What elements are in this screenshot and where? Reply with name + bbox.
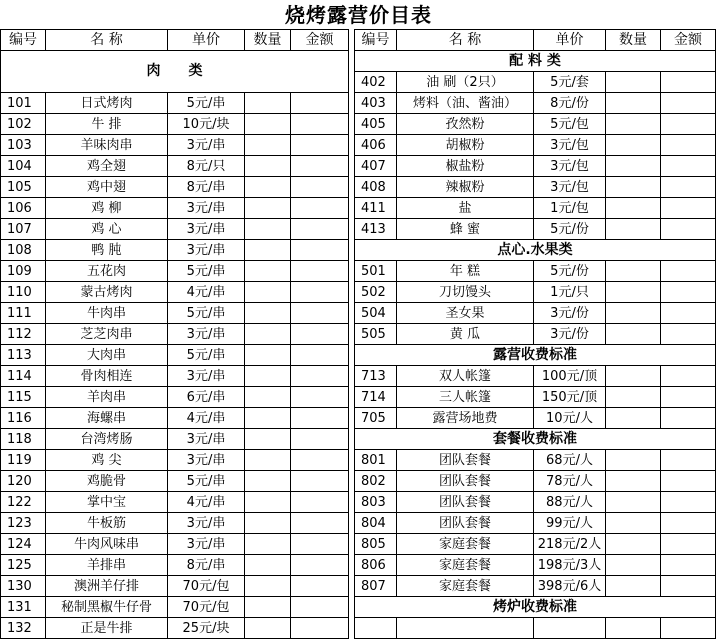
item-name: 团队套餐 — [397, 492, 534, 513]
item-code: 125 — [1, 555, 46, 576]
item-price: 3元/串 — [168, 366, 245, 387]
item-code: 104 — [1, 156, 46, 177]
table-row — [1, 618, 716, 639]
item-qty — [245, 408, 291, 429]
header-0: 编号 — [1, 30, 46, 51]
item-amount — [661, 366, 716, 387]
item-amount — [291, 597, 349, 618]
item-name: 秘制黑椒牛仔骨 — [46, 597, 168, 618]
item-qty — [245, 618, 291, 639]
item-price: 3元/串 — [168, 534, 245, 555]
item-amount — [661, 72, 716, 93]
item-qty — [606, 408, 661, 429]
item-code: 408 — [355, 177, 397, 198]
item-code: 131 — [1, 597, 46, 618]
item-qty — [606, 387, 661, 408]
item-name: 家庭套餐 — [397, 534, 534, 555]
item-code: 502 — [355, 282, 397, 303]
item-name: 日式烤肉 — [46, 93, 168, 114]
item-qty — [606, 324, 661, 345]
item-name: 辣椒粉 — [397, 177, 534, 198]
item-qty — [606, 471, 661, 492]
item-qty — [245, 156, 291, 177]
table-row — [1, 177, 716, 198]
table-row — [1, 324, 716, 345]
item-code: 114 — [1, 366, 46, 387]
item-name: 椒盐粉 — [397, 156, 534, 177]
item-name: 烤料（油、酱油） — [397, 93, 534, 114]
item-code: 105 — [1, 177, 46, 198]
item-price: 10元/块 — [168, 114, 245, 135]
item-amount — [291, 240, 349, 261]
item-name: 骨肉相连 — [46, 366, 168, 387]
section-title: 点心.水果类 — [355, 240, 716, 261]
item-price: 3元/串 — [168, 429, 245, 450]
item-qty — [606, 93, 661, 114]
item-amount — [661, 387, 716, 408]
section-title: 套餐收费标准 — [355, 429, 716, 450]
item-code: 103 — [1, 135, 46, 156]
table-row — [1, 555, 716, 576]
item-price: 3元/包 — [534, 177, 606, 198]
item-amount — [291, 366, 349, 387]
item-price: 3元/串 — [168, 324, 245, 345]
item-amount — [661, 219, 716, 240]
item-amount — [291, 618, 349, 639]
item-qty — [245, 492, 291, 513]
item-code: 413 — [355, 219, 397, 240]
section-title: 烤炉收费标准 — [355, 597, 716, 618]
item-amount — [291, 534, 349, 555]
table-row — [1, 597, 716, 618]
item-amount — [291, 429, 349, 450]
item-price: 5元/份 — [534, 219, 606, 240]
item-amount — [661, 450, 716, 471]
table-row — [1, 576, 716, 597]
item-qty — [245, 429, 291, 450]
item-price: 398元/6人 — [534, 576, 606, 597]
item-qty — [245, 345, 291, 366]
item-amount — [661, 177, 716, 198]
item-price: 3元/串 — [168, 219, 245, 240]
item-code: 807 — [355, 576, 397, 597]
item-name: 澳洲羊仔排 — [46, 576, 168, 597]
item-amount — [291, 156, 349, 177]
item-name: 羊排串 — [46, 555, 168, 576]
item-qty — [606, 282, 661, 303]
item-amount — [291, 450, 349, 471]
item-qty — [245, 366, 291, 387]
item-name: 羊味肉串 — [46, 135, 168, 156]
item-price: 5元/串 — [168, 345, 245, 366]
item-name: 五花肉 — [46, 261, 168, 282]
header-right-4: 金额 — [661, 30, 716, 51]
table-row — [1, 261, 716, 282]
item-qty — [606, 135, 661, 156]
item-code: 406 — [355, 135, 397, 156]
item-amount — [661, 513, 716, 534]
item-code: 112 — [1, 324, 46, 345]
item-qty — [606, 513, 661, 534]
item-amount — [661, 156, 716, 177]
item-code: 803 — [355, 492, 397, 513]
table-row — [1, 135, 716, 156]
item-price: 198元/3人 — [534, 555, 606, 576]
item-qty — [606, 366, 661, 387]
item-price: 3元/包 — [534, 156, 606, 177]
empty-cell — [606, 618, 661, 639]
item-amount — [291, 198, 349, 219]
item-amount — [661, 135, 716, 156]
item-price: 8元/串 — [168, 555, 245, 576]
item-price: 3元/串 — [168, 198, 245, 219]
item-name: 鸡 心 — [46, 219, 168, 240]
item-name: 正是牛排 — [46, 618, 168, 639]
item-name: 台湾烤肠 — [46, 429, 168, 450]
item-amount — [661, 492, 716, 513]
item-price: 1元/只 — [534, 282, 606, 303]
item-name: 大肉串 — [46, 345, 168, 366]
table-row — [1, 93, 716, 114]
item-code: 407 — [355, 156, 397, 177]
item-price: 5元/串 — [168, 303, 245, 324]
table-row — [1, 387, 716, 408]
item-price: 88元/人 — [534, 492, 606, 513]
item-amount — [291, 282, 349, 303]
table-row — [1, 534, 716, 555]
table-row — [1, 429, 716, 450]
item-qty — [606, 303, 661, 324]
item-code: 713 — [355, 366, 397, 387]
item-qty — [606, 114, 661, 135]
item-price: 68元/人 — [534, 450, 606, 471]
item-name: 家庭套餐 — [397, 555, 534, 576]
item-qty — [245, 576, 291, 597]
item-name: 孜然粉 — [397, 114, 534, 135]
item-qty — [606, 450, 661, 471]
item-qty — [245, 219, 291, 240]
table-row — [1, 345, 716, 366]
item-code: 505 — [355, 324, 397, 345]
item-name: 鸡 柳 — [46, 198, 168, 219]
item-code: 705 — [355, 408, 397, 429]
item-price: 4元/串 — [168, 408, 245, 429]
section-title: 配 料 类 — [355, 51, 716, 72]
table-row — [1, 219, 716, 240]
item-name: 鸡 尖 — [46, 450, 168, 471]
item-amount — [661, 471, 716, 492]
item-code: 801 — [355, 450, 397, 471]
item-amount — [661, 198, 716, 219]
item-name: 露营场地费 — [397, 408, 534, 429]
item-price: 3元/串 — [168, 450, 245, 471]
item-price: 100元/顶 — [534, 366, 606, 387]
item-name: 盐 — [397, 198, 534, 219]
item-name: 芝芝肉串 — [46, 324, 168, 345]
item-price: 5元/串 — [168, 261, 245, 282]
item-amount — [291, 513, 349, 534]
item-qty — [245, 135, 291, 156]
item-amount — [661, 261, 716, 282]
item-amount — [661, 282, 716, 303]
item-name: 牛肉风味串 — [46, 534, 168, 555]
item-amount — [291, 303, 349, 324]
item-amount — [291, 471, 349, 492]
item-price: 5元/包 — [534, 114, 606, 135]
header-right-3: 数量 — [606, 30, 661, 51]
item-price: 5元/份 — [534, 261, 606, 282]
item-qty — [245, 114, 291, 135]
table-row — [1, 366, 716, 387]
item-qty — [245, 261, 291, 282]
item-name: 羊肉串 — [46, 387, 168, 408]
item-name: 圣女果 — [397, 303, 534, 324]
item-code: 115 — [1, 387, 46, 408]
item-code: 116 — [1, 408, 46, 429]
item-amount — [291, 345, 349, 366]
header-2: 单价 — [168, 30, 245, 51]
item-qty — [606, 555, 661, 576]
item-amount — [291, 261, 349, 282]
header-4: 金额 — [291, 30, 349, 51]
item-amount — [661, 576, 716, 597]
item-code: 101 — [1, 93, 46, 114]
item-name: 年 糕 — [397, 261, 534, 282]
item-name: 牛肉串 — [46, 303, 168, 324]
table-row — [1, 471, 716, 492]
item-name: 三人帐篷 — [397, 387, 534, 408]
item-qty — [606, 534, 661, 555]
item-code: 111 — [1, 303, 46, 324]
item-amount — [291, 93, 349, 114]
item-price: 5元/串 — [168, 93, 245, 114]
item-price: 99元/人 — [534, 513, 606, 534]
item-qty — [245, 282, 291, 303]
table-row — [1, 492, 716, 513]
item-amount — [291, 324, 349, 345]
item-code: 130 — [1, 576, 46, 597]
item-qty — [606, 261, 661, 282]
item-price: 4元/串 — [168, 282, 245, 303]
empty-cell — [534, 618, 606, 639]
item-name: 团队套餐 — [397, 471, 534, 492]
item-code: 806 — [355, 555, 397, 576]
item-qty — [245, 513, 291, 534]
item-name: 家庭套餐 — [397, 576, 534, 597]
item-name: 掌中宝 — [46, 492, 168, 513]
section-meat: 肉 类 — [1, 51, 349, 93]
item-code: 106 — [1, 198, 46, 219]
item-code: 402 — [355, 72, 397, 93]
item-name: 鸭 肫 — [46, 240, 168, 261]
item-name: 鸡全翅 — [46, 156, 168, 177]
item-code: 124 — [1, 534, 46, 555]
table-row — [1, 450, 716, 471]
item-price: 25元/块 — [168, 618, 245, 639]
item-qty — [606, 156, 661, 177]
table-row — [1, 282, 716, 303]
item-amount — [661, 534, 716, 555]
item-name: 刀切馒头 — [397, 282, 534, 303]
item-price: 3元/包 — [534, 135, 606, 156]
item-price: 150元/顶 — [534, 387, 606, 408]
item-name: 胡椒粉 — [397, 135, 534, 156]
item-qty — [606, 492, 661, 513]
item-name: 团队套餐 — [397, 450, 534, 471]
item-name: 海螺串 — [46, 408, 168, 429]
header-1: 名 称 — [46, 30, 168, 51]
item-price: 5元/套 — [534, 72, 606, 93]
item-name: 团队套餐 — [397, 513, 534, 534]
item-code: 113 — [1, 345, 46, 366]
item-price: 4元/串 — [168, 492, 245, 513]
item-qty — [606, 219, 661, 240]
item-price: 3元/份 — [534, 303, 606, 324]
item-price: 6元/串 — [168, 387, 245, 408]
item-amount — [291, 219, 349, 240]
item-qty — [245, 303, 291, 324]
header-3: 数量 — [245, 30, 291, 51]
item-qty — [606, 177, 661, 198]
item-code: 108 — [1, 240, 46, 261]
item-price: 70元/包 — [168, 576, 245, 597]
item-code: 109 — [1, 261, 46, 282]
item-code: 403 — [355, 93, 397, 114]
item-code: 118 — [1, 429, 46, 450]
item-code: 102 — [1, 114, 46, 135]
item-name: 鸡中翅 — [46, 177, 168, 198]
item-code: 119 — [1, 450, 46, 471]
item-amount — [291, 408, 349, 429]
item-price: 3元/串 — [168, 135, 245, 156]
table-row — [1, 114, 716, 135]
item-qty — [606, 72, 661, 93]
item-code: 122 — [1, 492, 46, 513]
item-price: 3元/串 — [168, 513, 245, 534]
item-name: 双人帐篷 — [397, 366, 534, 387]
item-price: 8元/份 — [534, 93, 606, 114]
section-title: 露营收费标准 — [355, 345, 716, 366]
table-row — [1, 408, 716, 429]
item-qty — [245, 534, 291, 555]
item-code: 714 — [355, 387, 397, 408]
table-row — [1, 303, 716, 324]
item-code: 110 — [1, 282, 46, 303]
table-row — [1, 240, 716, 261]
item-qty — [245, 597, 291, 618]
item-qty — [245, 324, 291, 345]
item-amount — [661, 303, 716, 324]
item-code: 132 — [1, 618, 46, 639]
item-amount — [291, 576, 349, 597]
item-code: 501 — [355, 261, 397, 282]
item-amount — [291, 114, 349, 135]
item-qty — [245, 240, 291, 261]
item-name: 牛 排 — [46, 114, 168, 135]
item-code: 504 — [355, 303, 397, 324]
item-qty — [245, 177, 291, 198]
item-price: 8元/只 — [168, 156, 245, 177]
table-row — [1, 156, 716, 177]
item-qty — [606, 198, 661, 219]
item-code: 804 — [355, 513, 397, 534]
item-price: 70元/包 — [168, 597, 245, 618]
item-amount — [291, 135, 349, 156]
item-name: 油 刷（2只） — [397, 72, 534, 93]
item-qty — [245, 555, 291, 576]
item-qty — [245, 198, 291, 219]
empty-cell — [355, 618, 397, 639]
item-code: 107 — [1, 219, 46, 240]
empty-cell — [397, 618, 534, 639]
item-price: 5元/串 — [168, 471, 245, 492]
header-right-0: 编号 — [355, 30, 397, 51]
item-amount — [291, 177, 349, 198]
table-row — [1, 198, 716, 219]
item-amount — [291, 387, 349, 408]
item-code: 123 — [1, 513, 46, 534]
item-amount — [661, 114, 716, 135]
item-amount — [661, 324, 716, 345]
item-code: 805 — [355, 534, 397, 555]
item-qty — [245, 471, 291, 492]
item-code: 405 — [355, 114, 397, 135]
item-name: 牛板筋 — [46, 513, 168, 534]
header-right-1: 名 称 — [397, 30, 534, 51]
item-qty — [245, 450, 291, 471]
item-amount — [661, 93, 716, 114]
item-name: 黄 瓜 — [397, 324, 534, 345]
item-qty — [245, 93, 291, 114]
item-price: 8元/串 — [168, 177, 245, 198]
item-name: 鸡脆骨 — [46, 471, 168, 492]
table-row — [1, 51, 716, 72]
item-name: 蒙古烤肉 — [46, 282, 168, 303]
item-code: 120 — [1, 471, 46, 492]
item-price: 3元/份 — [534, 324, 606, 345]
price-table — [0, 29, 716, 639]
item-amount — [291, 555, 349, 576]
item-price: 3元/串 — [168, 240, 245, 261]
item-amount — [291, 492, 349, 513]
item-qty — [606, 576, 661, 597]
empty-cell — [661, 618, 716, 639]
page-title: 烧烤露营价目表 — [285, 3, 432, 27]
table-row — [1, 513, 716, 534]
header-right-2: 单价 — [534, 30, 606, 51]
item-amount — [661, 555, 716, 576]
item-code: 411 — [355, 198, 397, 219]
item-price: 218元/2人 — [534, 534, 606, 555]
item-price: 78元/人 — [534, 471, 606, 492]
item-name: 蜂 蜜 — [397, 219, 534, 240]
item-code: 802 — [355, 471, 397, 492]
item-price: 10元/人 — [534, 408, 606, 429]
item-qty — [245, 387, 291, 408]
item-price: 1元/包 — [534, 198, 606, 219]
item-amount — [661, 408, 716, 429]
